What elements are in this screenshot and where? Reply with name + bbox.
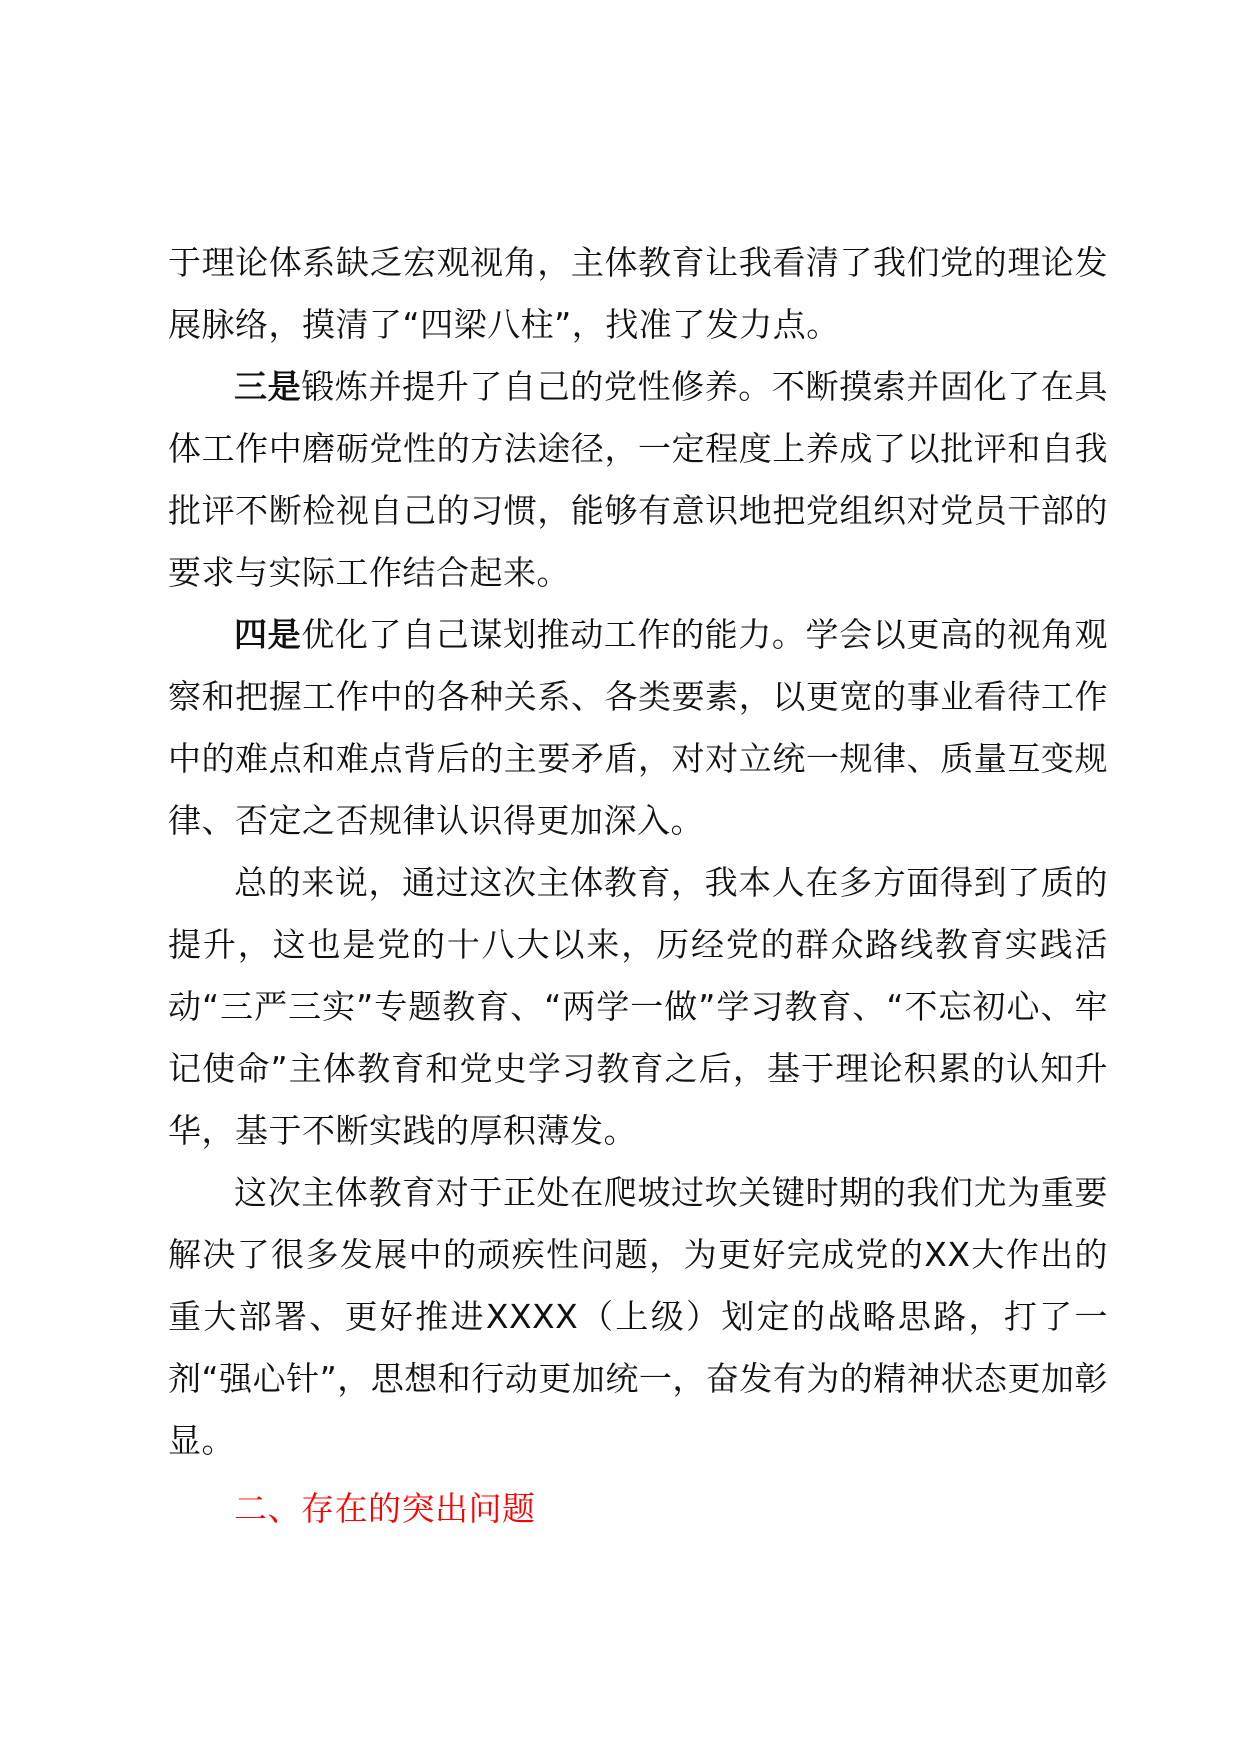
paragraph-1-text: 于理论体系缺乏宏观视角，主体教育让我看清了我们党的理论发展脉络，摸清了“四梁八柱”，找准了发力点。 xyxy=(168,243,1108,344)
paragraph-2-text: 锻炼并提升了自己的党性修养。不断摸索并固化了在具体工作中磨砺党性的方法途径，一定程度上养成了以批评和自我批评不断检视自己的习惯，能够有意识地把党组织对党员干部的要求与实际工作结合起来。 xyxy=(168,367,1109,592)
paragraph-3-text: 优化了自己谋划推动工作的能力。学会以更高的视角观察和把握工作中的各种关系、各类要素，以更宽的事业看待工作中的难点和难点背后的主要矛盾，对对立统一规律、质量互变规律、否定之否规律认识得更加深入。 xyxy=(168,615,1109,840)
paragraph-2-lead: 三是 xyxy=(234,367,302,406)
paragraph-3 xyxy=(168,604,1108,852)
paragraph-4 xyxy=(168,852,1108,1162)
paragraph-4-text: 总的来说，通过这次主体教育，我本人在多方面得到了质的提升，这也是党的十八大以来，历经党的群众路线教育实践活动“三严三实”专题教育、“两学一做”学习教育、“不忘初心、牢记使命”主体教育和党史学习教育之后，基于理论积累的认知升华，基于不断实践的厚积薄发。 xyxy=(168,863,1108,1150)
paragraph-1 xyxy=(168,232,1108,356)
paragraph-2 xyxy=(168,356,1108,604)
section-heading: 二、存在的突出问题 xyxy=(234,1489,536,1528)
paragraph-5-text: 这次主体教育对于正处在爬坡过坎关键时期的我们尤为重要解决了很多发展中的顽疾性问题，为更好完成党的XX大作出的重大部署、更好推进XXXX（上级）划定的战略思路，打了一剂“强心针”，思想和行动更加统一，奋发有为的精神状态更加彰显。 xyxy=(168,1173,1108,1460)
paragraph-5 xyxy=(168,1162,1108,1472)
paragraph-3-lead: 四是 xyxy=(234,615,302,654)
document-page xyxy=(168,232,1108,1540)
